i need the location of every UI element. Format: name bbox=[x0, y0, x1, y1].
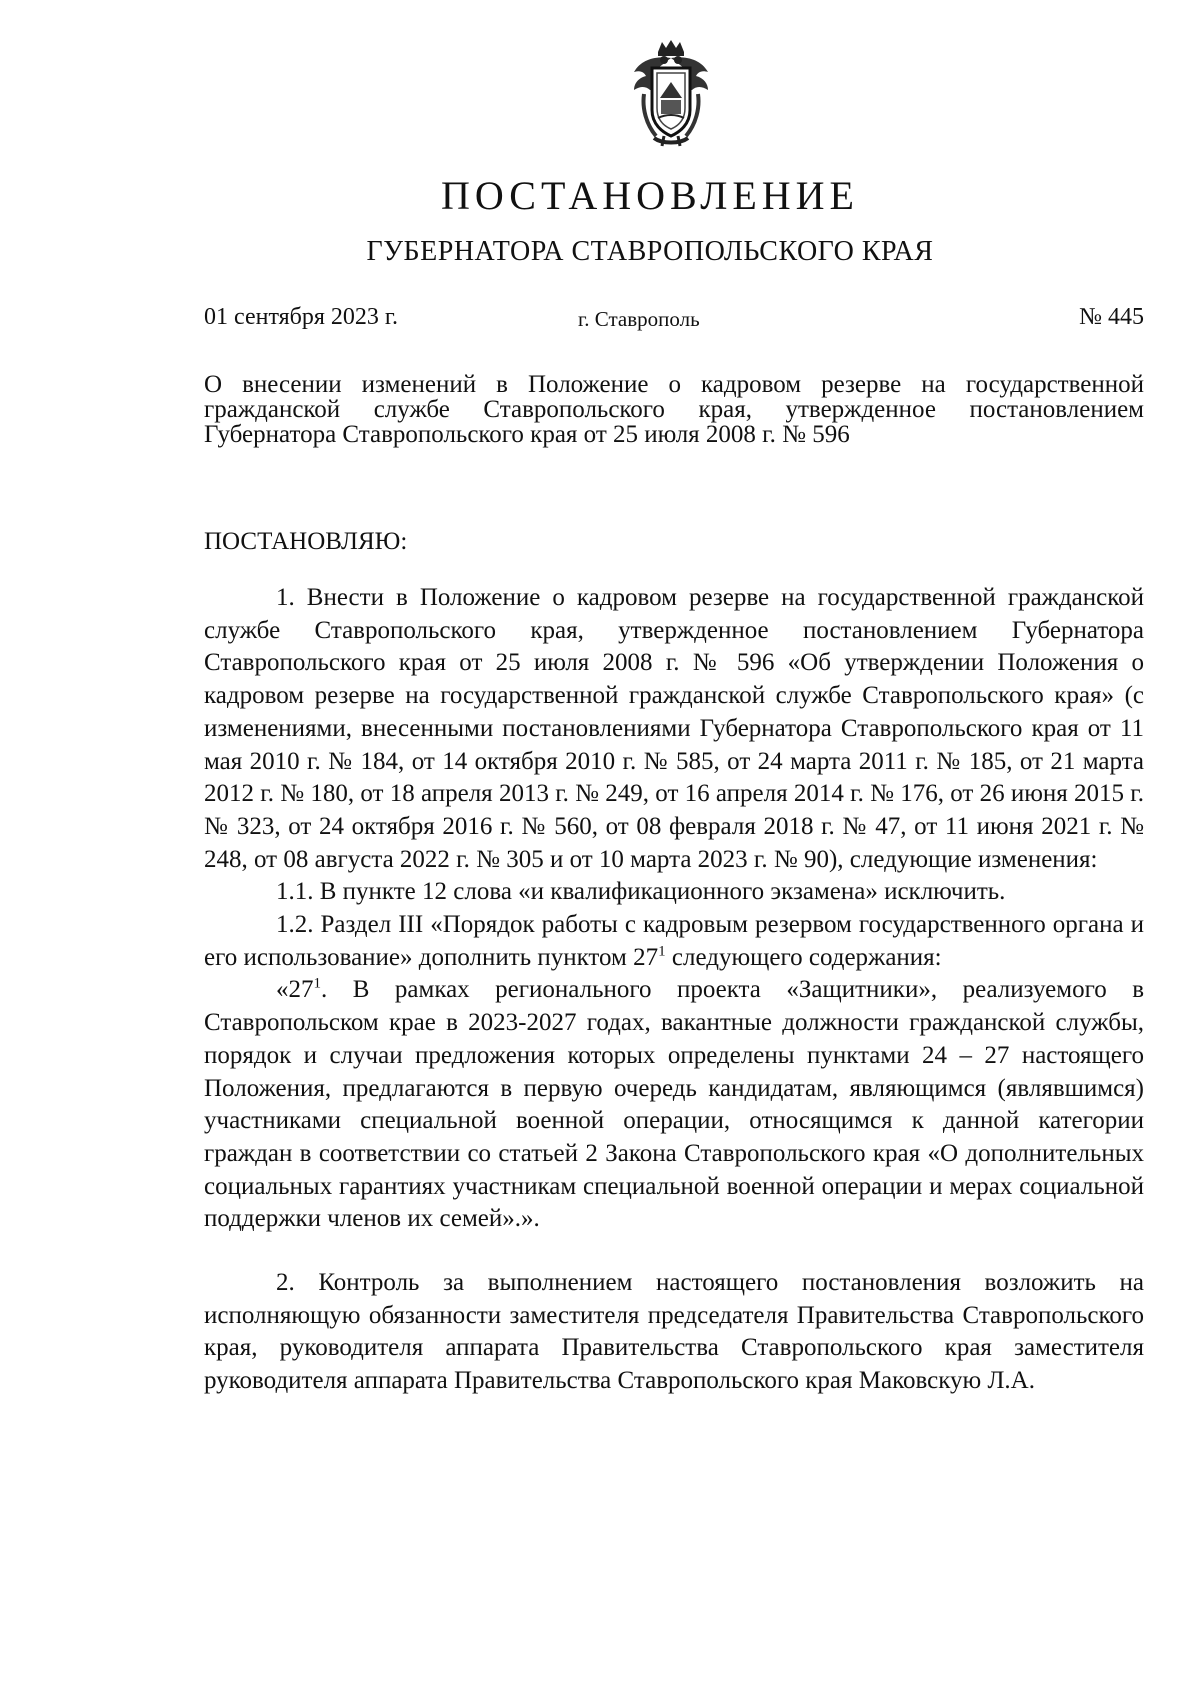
superscript-2: 1 bbox=[313, 976, 321, 993]
paragraph-27-1-text-a: «27 bbox=[276, 976, 314, 1004]
document-meta bbox=[204, 300, 1144, 334]
document-subtitle: ГУБЕРНАТОРА СТАВРОПОЛЬСКОГО КРАЯ bbox=[366, 236, 934, 267]
paragraph-1-2-text-a: 1.2. Раздел III «Порядок работы с кадровым резервом государственного органа и его использование» дополнить пунктом 27 bbox=[204, 911, 1144, 971]
paragraph-1: 1. Внести в Положение о кадровом резерве на государственной гражданской службе Ставропольского края, утвержденное постановлением Губернатора Ставропольского края от 25 июля 2008 г. № 596 «Об утверждении Положения о кадровом резерве на государственной гражданской службе Ставропольского края» (с изменениями, внесенными постановлениями Губернатора Ставропольского края от 11 мая 2010 г. № 184, от 14 октября 2010 г. № 585, от 24 марта 2011 г. № 185, от 21 марта 2012 г. № 180, от 18 апреля 2013 г. № 249, от 16 апреля 2014 г. № 176, от 26 июня 2015 г. № 323, от 24 октября 2016 г. № 560, от 08 февраля 2018 г. № 47, от 11 июня 2021 г. № 248, от 08 августа 2022 г. № 305 и от 10 марта 2023 г. № 90), следующие изменения: bbox=[204, 584, 1144, 873]
resolve-heading: ПОСТАНОВЛЯЮ: bbox=[204, 528, 408, 555]
coat-of-arms-icon bbox=[628, 38, 714, 148]
document-subject: О внесении изменений в Положение о кадровом резерве на государственной гражданской службе Ставропольского края, утвержденное постановлением Губернатора Ставропольского края от 25 июля 2008 г. № 596 bbox=[204, 371, 1144, 448]
document-city: г. Ставрополь bbox=[578, 307, 700, 331]
superscript-1: 1 bbox=[658, 943, 666, 960]
paragraph-27-1 bbox=[204, 974, 1144, 1236]
paragraph-27-1-text-b: . В рамках регионального проекта «Защитники», реализуемого в Ставропольском крае в 2023-2027 годах, вакантные должности гражданской службы, порядок и случаи предложения которых определены пунктами 24 – 27 настоящего Положения, предлагаются в первую очередь кандидатам, являющимся (являвшимся) участниками специальной военной операции, относящимся к данной категории граждан в соответствии со статьей 2 Закона Ставропольского края «О дополнительных социальных гарантиях участникам специальной военной операции и мерах социальной поддержки членов их семей».». bbox=[204, 976, 1144, 1233]
document-date: 01 сентября 2023 г. bbox=[204, 304, 399, 330]
document-title: ПОСТАНОВЛЕНИЕ bbox=[441, 173, 859, 218]
paragraph-1-1: 1.1. В пункте 12 слова «и квалификационного экзамена» исключить. bbox=[276, 878, 1006, 906]
paragraph-1-2 bbox=[204, 909, 1144, 974]
paragraph-1-2-text-b: следующего содержания: bbox=[665, 943, 942, 971]
document-number: № 445 bbox=[1079, 304, 1144, 330]
paragraph-2: 2. Контроль за выполнением настоящего постановления возложить на исполняющую обязанности заместителя председателя Правительства Ставропольского края, руководителя аппарата Правительства Ставропольского края заместителя руководителя аппарата Правительства Ставропольского края Маковскую Л.А. bbox=[204, 1269, 1144, 1395]
document-body bbox=[204, 582, 1144, 1398]
